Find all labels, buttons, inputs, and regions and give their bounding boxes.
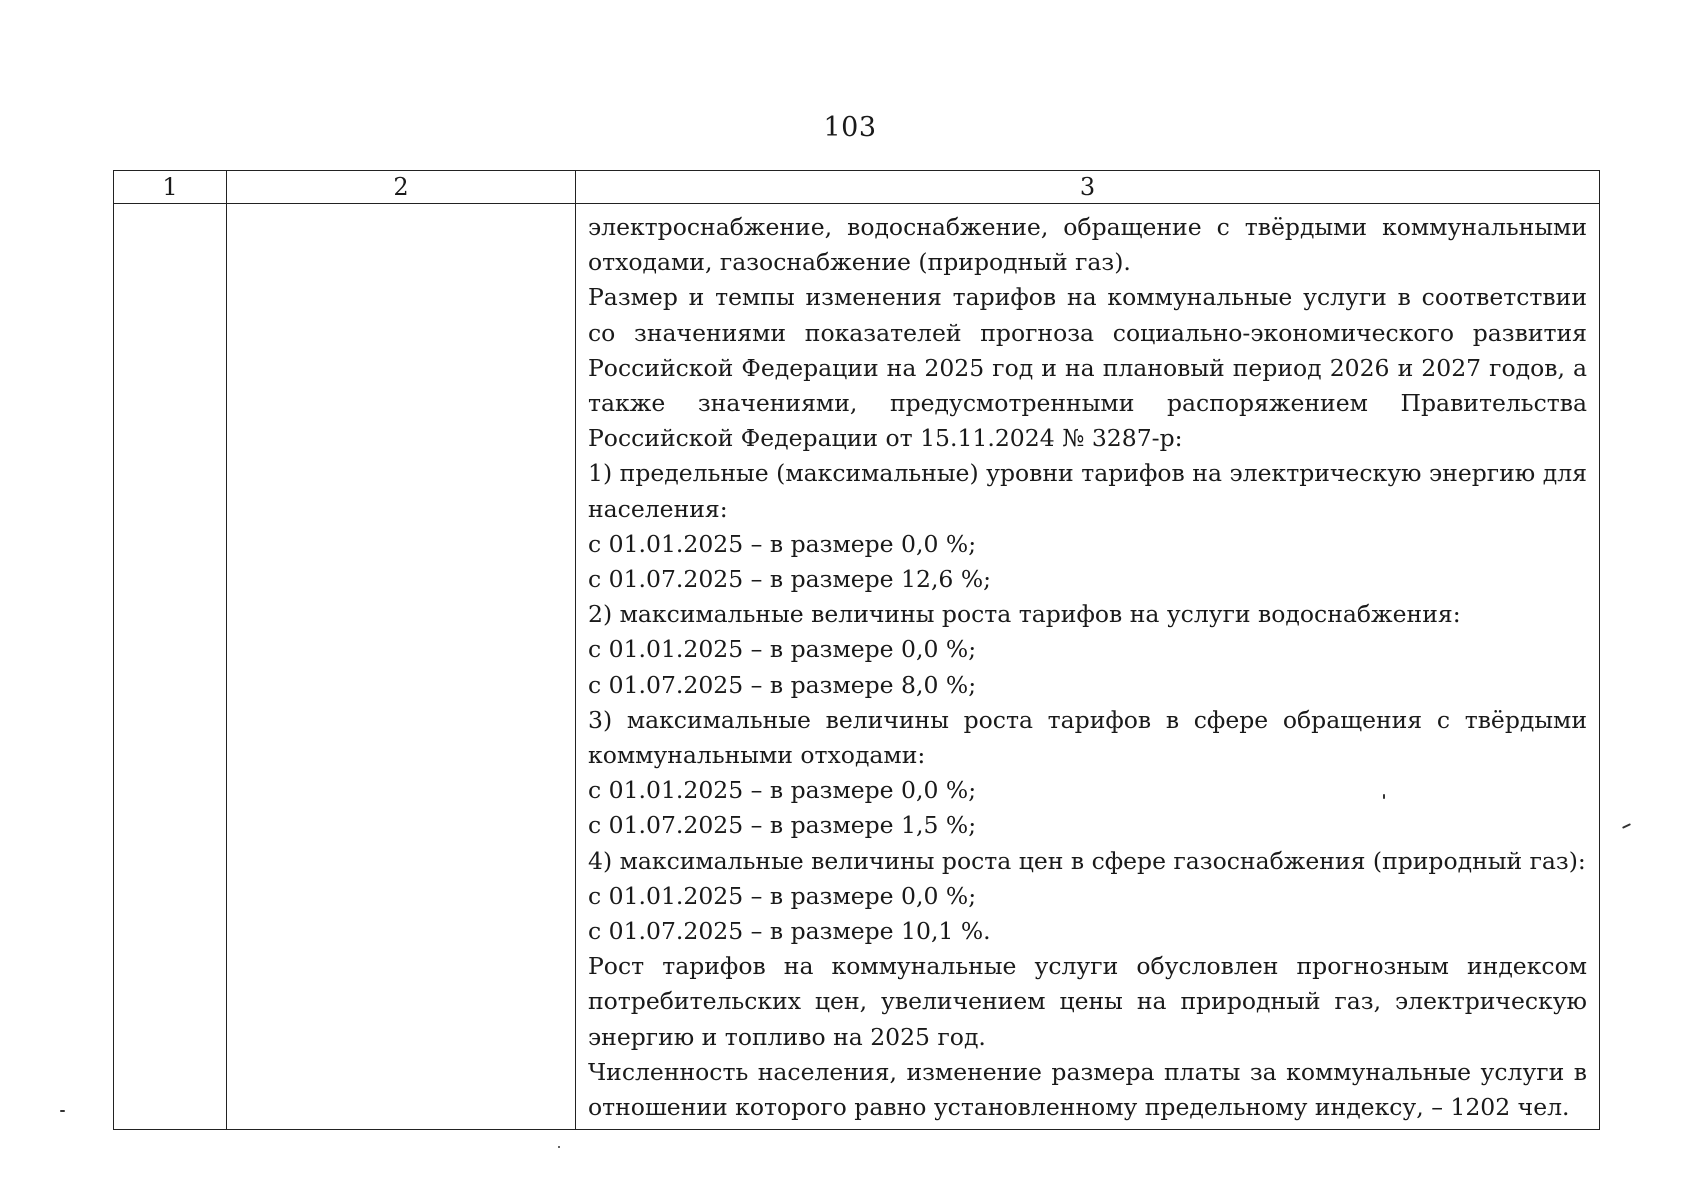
paragraph-gas-heading: 4) максимальные величины роста цен в сфере газоснабжения (природный газ): — [588, 846, 1586, 875]
list-item: с 01.01.2025 – в размере 0,0 %; — [588, 881, 977, 910]
paragraph-tariff-intro: Размер и темпы изменения тарифов на коммунальные услуги в соответствии со значениями показателей прогноза социально-экономического развития Российской Федерации на 2025 год и на плановый период 2026 и 2027 годов, а также значениями, предусмотренными распоряжением Правительства Российской Федерации от 15.11.2024 № 3287-р: — [588, 283, 1587, 453]
tariff-table — [113, 170, 1600, 1130]
cell-col-2 — [227, 204, 576, 1130]
paragraph-growth-reason: Рост тарифов на коммунальные услуги обусловлен прогнозным индексом потребительских цен, увеличением цены на природный газ, электрическую энергию и топливо на 2025 год. — [588, 952, 1587, 1051]
list-item: с 01.01.2025 – в размере 0,0 %; — [588, 635, 977, 664]
scan-speck — [60, 1110, 65, 1112]
paragraph-electricity-heading: 1) предельные (максимальные) уровни тарифов на электрическую энергию для населения: — [588, 459, 1587, 523]
list-item: с 01.07.2025 – в размере 1,5 %; — [588, 811, 977, 840]
scan-speck — [1383, 794, 1385, 799]
list-item: с 01.07.2025 – в размере 12,6 %; — [588, 565, 992, 594]
scan-speck — [1622, 823, 1631, 829]
paragraph-population: Численность населения, изменение размера платы за коммунальные услуги в отношении которого равно установленному предельному индексу, – 1202 чел. — [588, 1057, 1587, 1122]
table-header-row — [114, 171, 1600, 204]
cell-col-1 — [114, 204, 227, 1130]
paragraph-water-heading: 2) максимальные величины роста тарифов на услуги водоснабжения: — [588, 600, 1461, 629]
column-header-3: 3 — [576, 171, 1600, 204]
list-item: с 01.07.2025 – в размере 8,0 %; — [588, 670, 977, 699]
list-item: с 01.01.2025 – в размере 0,0 %; — [588, 776, 977, 805]
list-item: с 01.01.2025 – в размере 0,0 %; — [588, 529, 977, 558]
page-number: 103 — [823, 112, 877, 143]
list-item: с 01.07.2025 – в размере 10,1 %. — [588, 917, 991, 946]
paragraph-services-list: электроснабжение, водоснабжение, обращение с твёрдыми коммунальными отходами, газоснабжение (природный газ). — [588, 213, 1587, 277]
column-header-1: 1 — [114, 171, 227, 204]
table-row — [114, 204, 1600, 1130]
scan-speck — [558, 1146, 560, 1148]
column-header-2: 2 — [227, 171, 576, 204]
cell-col-3 — [576, 204, 1600, 1130]
paragraph-waste-heading: 3) максимальные величины роста тарифов в сфере обращения с твёрдыми коммунальными отходами: — [588, 705, 1587, 770]
